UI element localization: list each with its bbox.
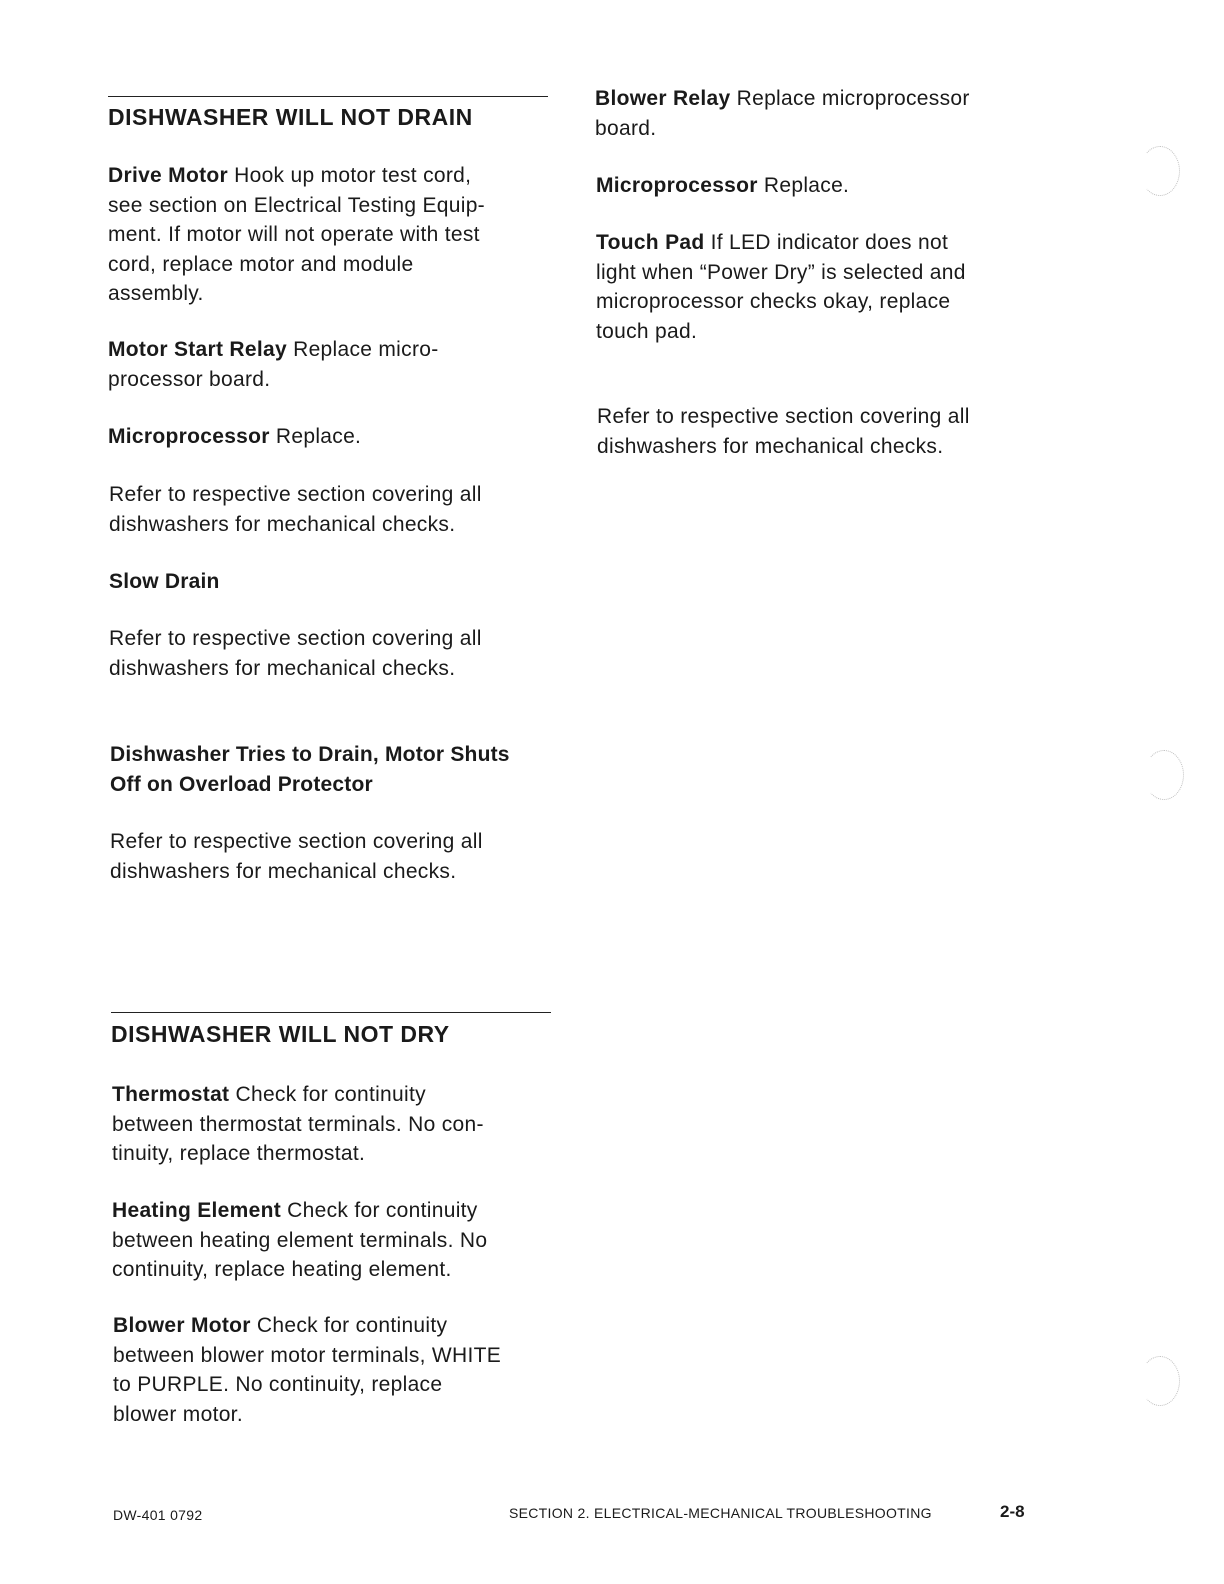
touch-pad-paragraph: Touch Pad If LED indicator does not light when “Power Dry” is selected and microprocessor checks okay, replace touch pad. [596, 231, 966, 343]
footer-doc-code: DW-401 0792 [113, 1507, 203, 1523]
thermostat-label: Thermostat [112, 1083, 230, 1106]
drive-motor-label: Drive Motor [108, 164, 228, 187]
tries-to-drain-subheading: Dishwasher Tries to Drain, Motor Shuts Off on Overload Protector [110, 743, 510, 796]
motor-start-relay-paragraph: Motor Start Relay Replace micro- processor board. [108, 338, 439, 391]
heating-element-label: Heating Element [112, 1199, 282, 1222]
heading-will-not-drain: DISHWASHER WILL NOT DRAIN [108, 104, 473, 130]
binder-hole-top [1140, 146, 1180, 196]
binder-hole-middle [1144, 750, 1184, 800]
thermostat-paragraph: Thermostat Check for continuity between thermostat terminals. No con- tinuity, replace thermostat. [112, 1083, 484, 1165]
microprocessor-paragraph-left: Microprocessor Replace. [108, 425, 362, 448]
binder-hole-bottom [1140, 1356, 1180, 1406]
refer-paragraph-3: Refer to respective section covering all dishwashers for mechanical checks. [110, 830, 483, 883]
refer-paragraph-right: Refer to respective section covering all dishwashers for mechanical checks. [597, 405, 970, 458]
blower-relay-paragraph: Blower Relay Replace microprocessor board. [595, 87, 970, 140]
refer-paragraph-1: Refer to respective section covering all dishwashers for mechanical checks. [109, 483, 482, 536]
drive-motor-paragraph: Drive Motor Hook up motor test cord, see section on Electrical Testing Equip- ment. If motor will not operate with test cord, replace motor and module assembly. [108, 164, 485, 305]
heading-will-not-dry: DISHWASHER WILL NOT DRY [111, 1021, 450, 1047]
section-rule-dry [111, 1012, 551, 1013]
heating-element-paragraph: Heating Element Check for continuity between heating element terminals. No continuity, replace heating element. [112, 1199, 488, 1281]
motor-start-relay-label: Motor Start Relay [108, 338, 287, 361]
blower-relay-label: Blower Relay [595, 87, 731, 110]
blower-motor-paragraph: Blower Motor Check for continuity between blower motor terminals, WHITE to PURPLE. No continuity, replace blower motor. [113, 1314, 502, 1426]
microprocessor-label-left: Microprocessor [108, 425, 270, 448]
blower-motor-label: Blower Motor [113, 1314, 251, 1337]
footer-section-title: SECTION 2. ELECTRICAL-MECHANICAL TROUBLESHOOTING [509, 1505, 932, 1521]
microprocessor-label-right: Microprocessor [596, 174, 758, 197]
refer-paragraph-2: Refer to respective section covering all dishwashers for mechanical checks. [109, 627, 482, 680]
footer-page-number: 2-8 [1000, 1502, 1025, 1521]
microprocessor-paragraph-right: Microprocessor Replace. [596, 174, 850, 197]
slow-drain-subheading: Slow Drain [109, 570, 220, 593]
section-rule-drain [108, 96, 548, 97]
touch-pad-label: Touch Pad [596, 231, 705, 254]
